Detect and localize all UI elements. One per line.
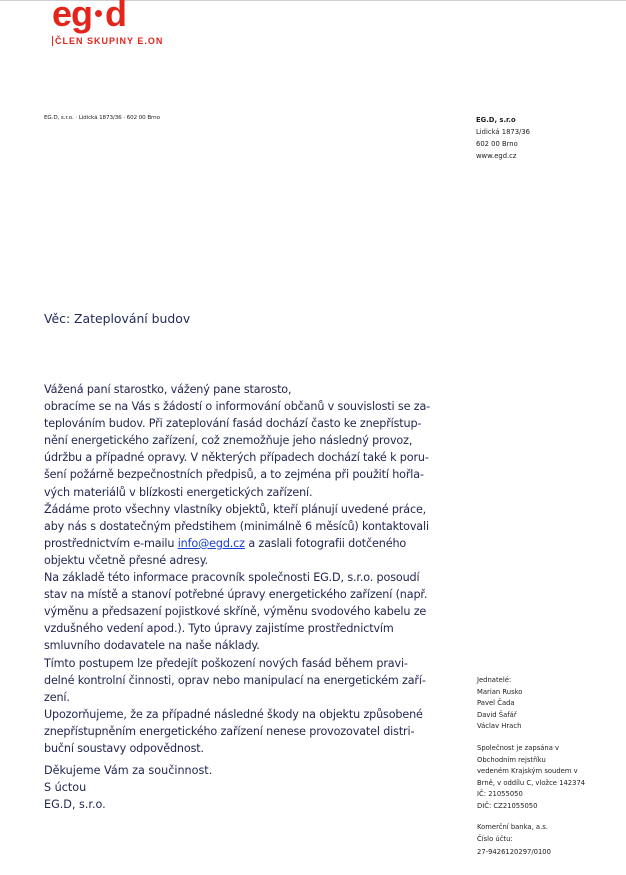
company-street: Lidická 1873/36 [476, 128, 530, 136]
email-link[interactable]: info@egd.cz [177, 536, 245, 550]
registry-line: vedeném Krajským soudem v [477, 767, 578, 775]
egd-logo [52, 0, 126, 34]
director-name: Marian Rusko [477, 687, 523, 696]
director-name: Václav Hrach [477, 722, 522, 730]
closing-thanks: Děkujeme Vám za součinnost. [44, 764, 213, 777]
vat-id: DIČ: CZ21055050 [477, 801, 538, 810]
closing-signature: EG.D, s.r.o. [44, 798, 106, 812]
registry-info [477, 743, 585, 812]
email-line-after: a zaslali fotografii dotčeného [248, 536, 407, 550]
body-line: údržbu a případné opravy. V některých případech dochází také k poru- [44, 451, 429, 465]
email-line [44, 535, 424, 552]
registry-line: Společnost je zapsána v [477, 744, 560, 752]
body-line: Na základě této informace pracovník společnosti EG.D, s.r.o. posoudí [44, 571, 420, 585]
letter-body [44, 381, 431, 757]
bank-name: Komerční banka, a.s. [477, 823, 548, 831]
company-city: 602 00 Brno [476, 140, 518, 148]
body-line: obracíme se na Vás s žádostí o informování občanů v souvislosti se za- [44, 400, 431, 414]
registry-line: Obchodním rejstříku [477, 755, 546, 764]
body-line: aby nás s dostatečným předstihem (minimálně 6 měsíců) kontaktovali [44, 519, 429, 533]
letter-subject: Věc: Zateplování budov [44, 311, 191, 326]
logo-text-left: eg [52, 0, 93, 34]
body-line: nění energetického zařízení, což znemožňuje jeho následný provoz, [44, 434, 413, 448]
body-line: objektu včetně přesné adresy. [44, 553, 208, 567]
director-name: David Šafář [477, 710, 517, 719]
body-line: Žádáme proto všechny vlastníky objektů, kteří plánují uvedené práce, [44, 502, 427, 516]
logo-dot-icon [95, 10, 102, 17]
email-line-before: prostřednictvím e-mailu [44, 536, 178, 550]
company-id: IČ: 21055050 [477, 790, 523, 798]
directors-list [477, 675, 522, 733]
company-name: EG.D, s.r.o [476, 116, 516, 124]
bank-info [477, 822, 551, 859]
account-number: 27-9426120297/0100 [477, 848, 551, 856]
logo-mark [52, 0, 126, 34]
logo-subtitle: ČLEN SKUPINY E.ON [52, 36, 163, 46]
body-line: stav na místě a stanoví potřebné úpravy energetického zařízení (např. [44, 588, 428, 602]
body-line: smluvního dodavatele na naše náklady. [44, 639, 260, 653]
logo-text-right: d [105, 0, 127, 34]
body-line: Upozorňujeme, že za případné následné škody na objektu způsobené [44, 707, 423, 721]
body-line: znepřístupněním energetického zařízení nenese provozovatel distri- [44, 724, 415, 738]
body-line: Vážená paní starostko, vážený pane starosto, [44, 383, 292, 396]
body-line: výměnu a předsazení pojistkové skříně, výměnu svodového kabelu ze [44, 605, 427, 619]
director-name: Pavel Čada [477, 699, 515, 707]
company-web: www.egd.cz [476, 152, 517, 160]
body-line: šení požárně bezpečnostních předpisů, a to zejména při použití hořla- [44, 468, 424, 482]
body-line: vých materiálů v blízkosti energetických zařízení. [44, 485, 313, 499]
account-label: Číslo účtu: [477, 834, 513, 843]
body-line: zení. [44, 690, 70, 704]
body-line: Tímto postupem lze předejít poškození nových fasád během pravi- [44, 656, 408, 670]
registry-line: Brně, v oddílu C, vložce 142374 [477, 778, 586, 787]
body-line: teplováním budov. Při zateplování fasád dochází často ke znepřístup- [44, 417, 422, 431]
company-info [476, 114, 530, 162]
body-line: delné kontrolní činnosti, oprav nebo manipulací na energetickém zaří- [44, 673, 426, 687]
directors-label: Jednatelé: [477, 676, 512, 684]
closing-regards: S úctou [44, 781, 87, 795]
body-line: buční soustavy odpovědnost. [44, 741, 204, 755]
sender-address-line: EG.D, s.r.o. · Lidická 1873/36 · 602 00 Brno [44, 115, 160, 121]
body-line: vzdušného vedení apod.). Tyto úpravy zajistíme prostřednictvím [44, 622, 394, 636]
letter-closing [44, 762, 212, 813]
